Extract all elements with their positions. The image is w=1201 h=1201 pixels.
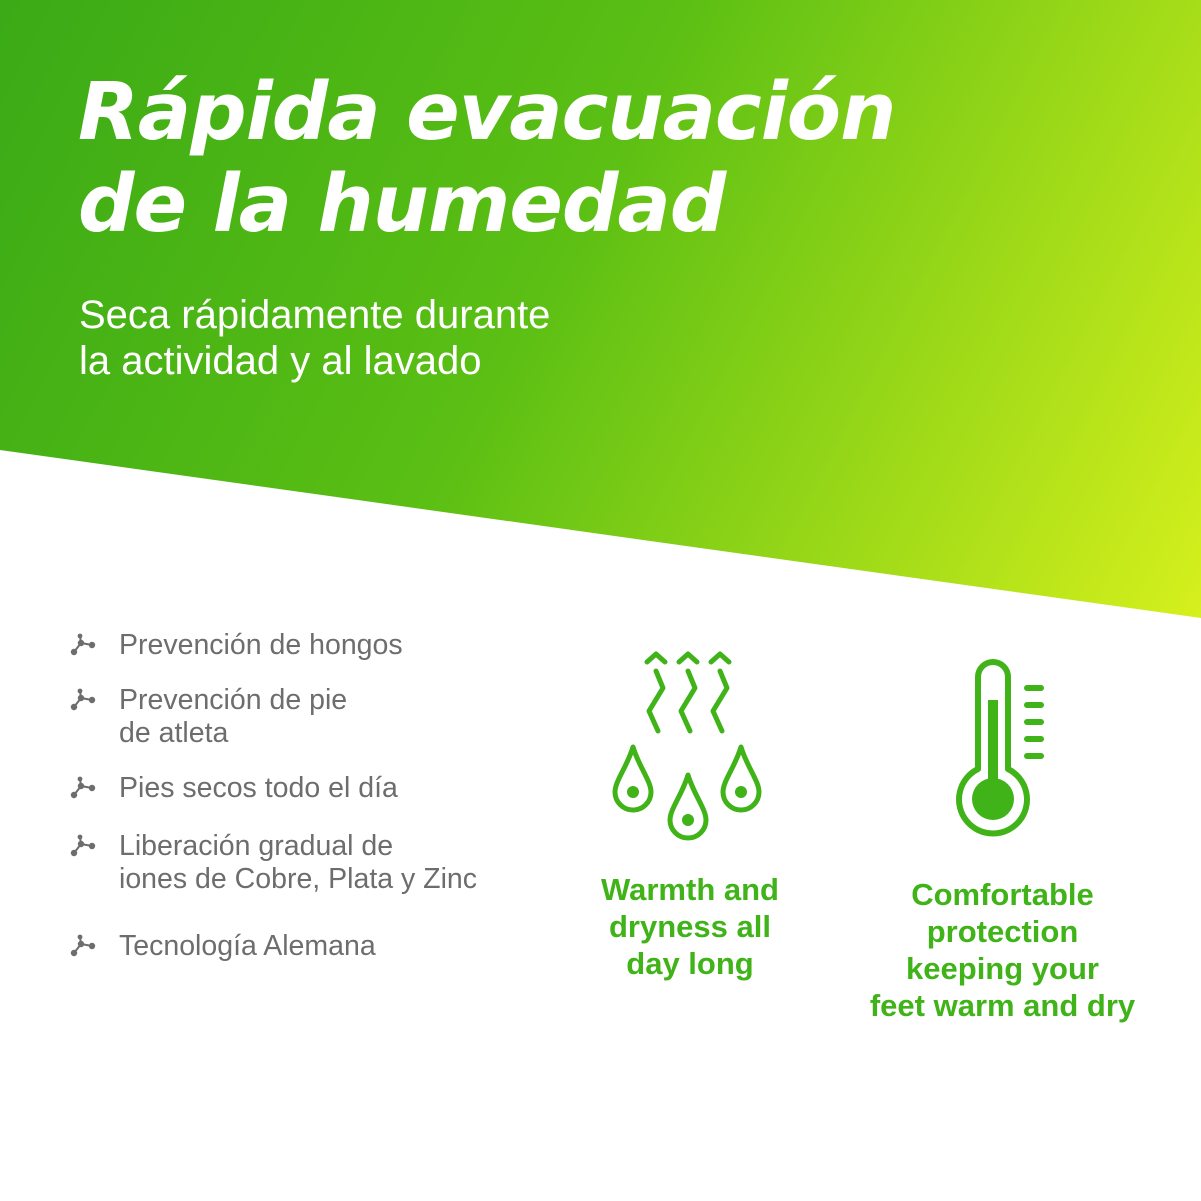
feature-label: Tecnología Alemana bbox=[119, 930, 376, 962]
page-title bbox=[78, 66, 895, 250]
benefit-line-1: Warmth and bbox=[601, 872, 779, 907]
benefit-line-1: Comfortable bbox=[911, 877, 1094, 912]
benefit-line-4: feet warm and dry bbox=[869, 988, 1136, 1023]
thermometer-icon bbox=[955, 655, 1050, 840]
molecule-icon bbox=[68, 688, 98, 712]
feature-label: Pies secos todo el día bbox=[119, 772, 398, 804]
benefit-line-3: day long bbox=[626, 946, 754, 981]
subtitle-line-1: Seca rápidamente durante bbox=[79, 293, 551, 337]
benefit-line-2: dryness all bbox=[609, 909, 771, 944]
benefit-line-2: protection bbox=[926, 914, 1079, 949]
benefit-line-3: keeping your bbox=[906, 951, 1099, 986]
title-line-1: Rápida evacuación bbox=[78, 66, 896, 158]
page-subtitle bbox=[79, 292, 550, 384]
benefit-warmth-dryness bbox=[560, 871, 820, 982]
feature-label-line-2: de atleta bbox=[119, 717, 229, 749]
feature-label-line-1: Prevención de pie bbox=[119, 684, 348, 716]
molecule-icon bbox=[68, 776, 98, 800]
benefit-comfortable-protection bbox=[840, 876, 1165, 1024]
feature-label: Prevención de hongos bbox=[119, 629, 403, 661]
subtitle-line-2: la actividad y al lavado bbox=[79, 339, 482, 383]
feature-label-line-2: iones de Cobre, Plata y Zinc bbox=[119, 863, 478, 895]
feature-label-line-1: Liberación gradual de bbox=[119, 830, 394, 862]
molecule-icon bbox=[68, 934, 98, 958]
molecule-icon bbox=[68, 834, 98, 858]
title-line-2: de la humedad bbox=[78, 158, 726, 250]
molecule-icon bbox=[68, 633, 98, 657]
moisture-evaporation-icon bbox=[605, 645, 775, 845]
